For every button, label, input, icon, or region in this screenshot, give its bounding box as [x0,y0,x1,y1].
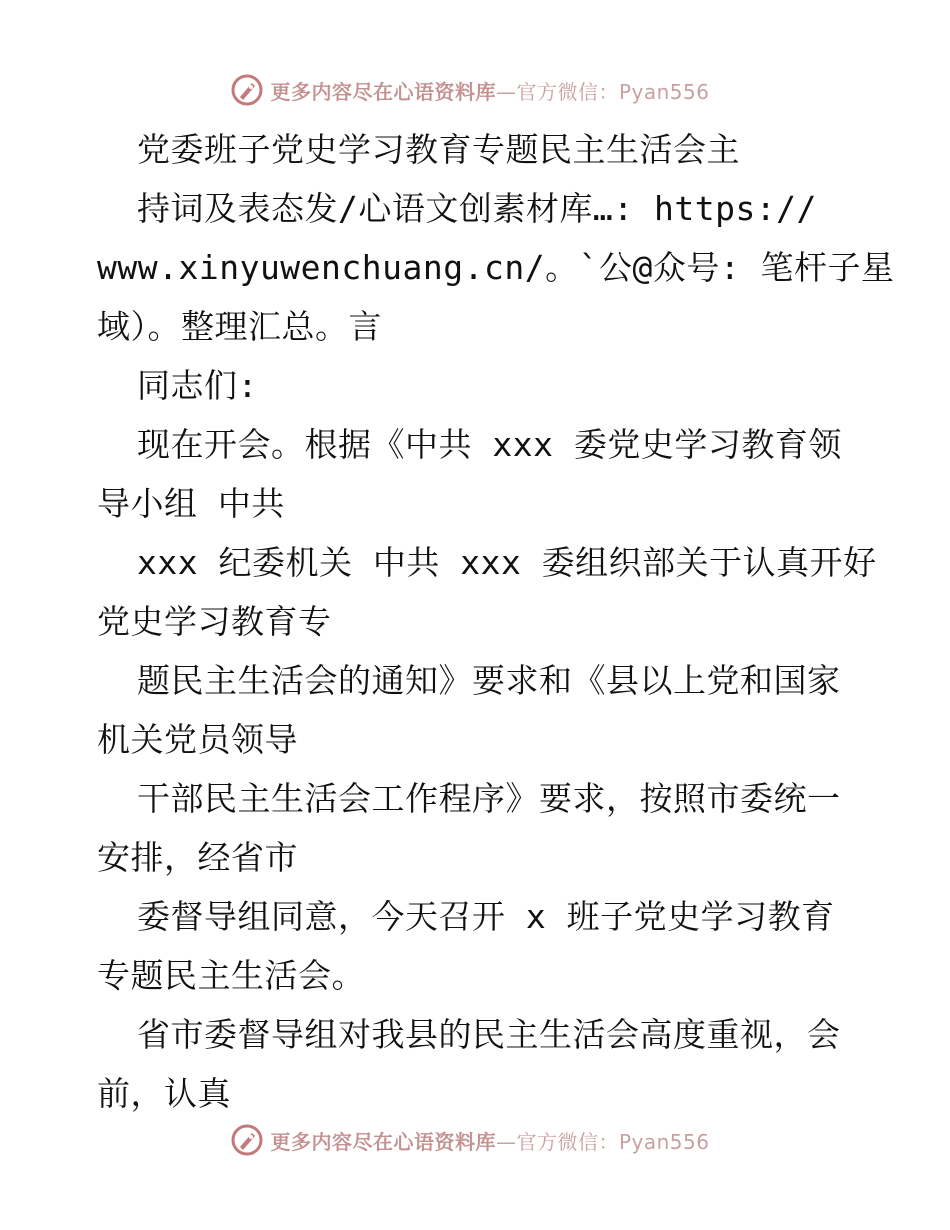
doc-line: 党史学习教育专 [97,602,332,641]
doc-line: 持词及表态发/心语文创素材库…: https:// [137,189,817,228]
document-body [97,120,895,1123]
doc-line: 题民主生活会的通知》要求和《县以上党和国家 [137,661,841,700]
doc-line: xxx 纪委机关 中共 xxx 委组织部关于认真开好 [137,543,877,582]
doc-line: 前，认真 [97,1074,231,1113]
doc-line: 委督导组同意，今天召开 x 班子党史学习教育 [137,897,835,936]
doc-line: 党委班子党史学习教育专题民主生活会主 [137,130,740,169]
watermark-site-text: 更多内容尽在心语资料库 [270,1129,496,1154]
doc-line: 干部民主生活会工作程序》要求，按照市委统一 [137,779,841,818]
footer-watermark [0,1120,950,1160]
doc-line: 安排，经省市 [97,838,298,877]
doc-line: 域）。整理汇总。言 [97,307,382,346]
doc-line: 省市委督导组对我县的民主生活会高度重视，会 [137,1015,841,1054]
doc-line: www.xinyuwenchuang.cn/。`公@众号: 笔杆子星 [97,248,895,287]
watermark-official-text: —官方微信：Pyan556 [495,1129,710,1154]
doc-line: 现在开会。根据《中共 xxx 委党史学习教育领 [137,425,842,464]
doc-line: 导小组 中共 [97,484,285,523]
pen-nib-seal-icon [230,1123,264,1157]
watermark-official-text: —官方微信：Pyan556 [495,79,710,104]
doc-line: 专题民主生活会。 [97,956,365,995]
watermark-site-text: 更多内容尽在心语资料库 [270,79,496,104]
header-watermark [0,70,950,110]
doc-line: 机关党员领导 [97,720,298,759]
doc-line: 同志们: [137,366,258,405]
pen-nib-seal-icon [230,73,264,107]
